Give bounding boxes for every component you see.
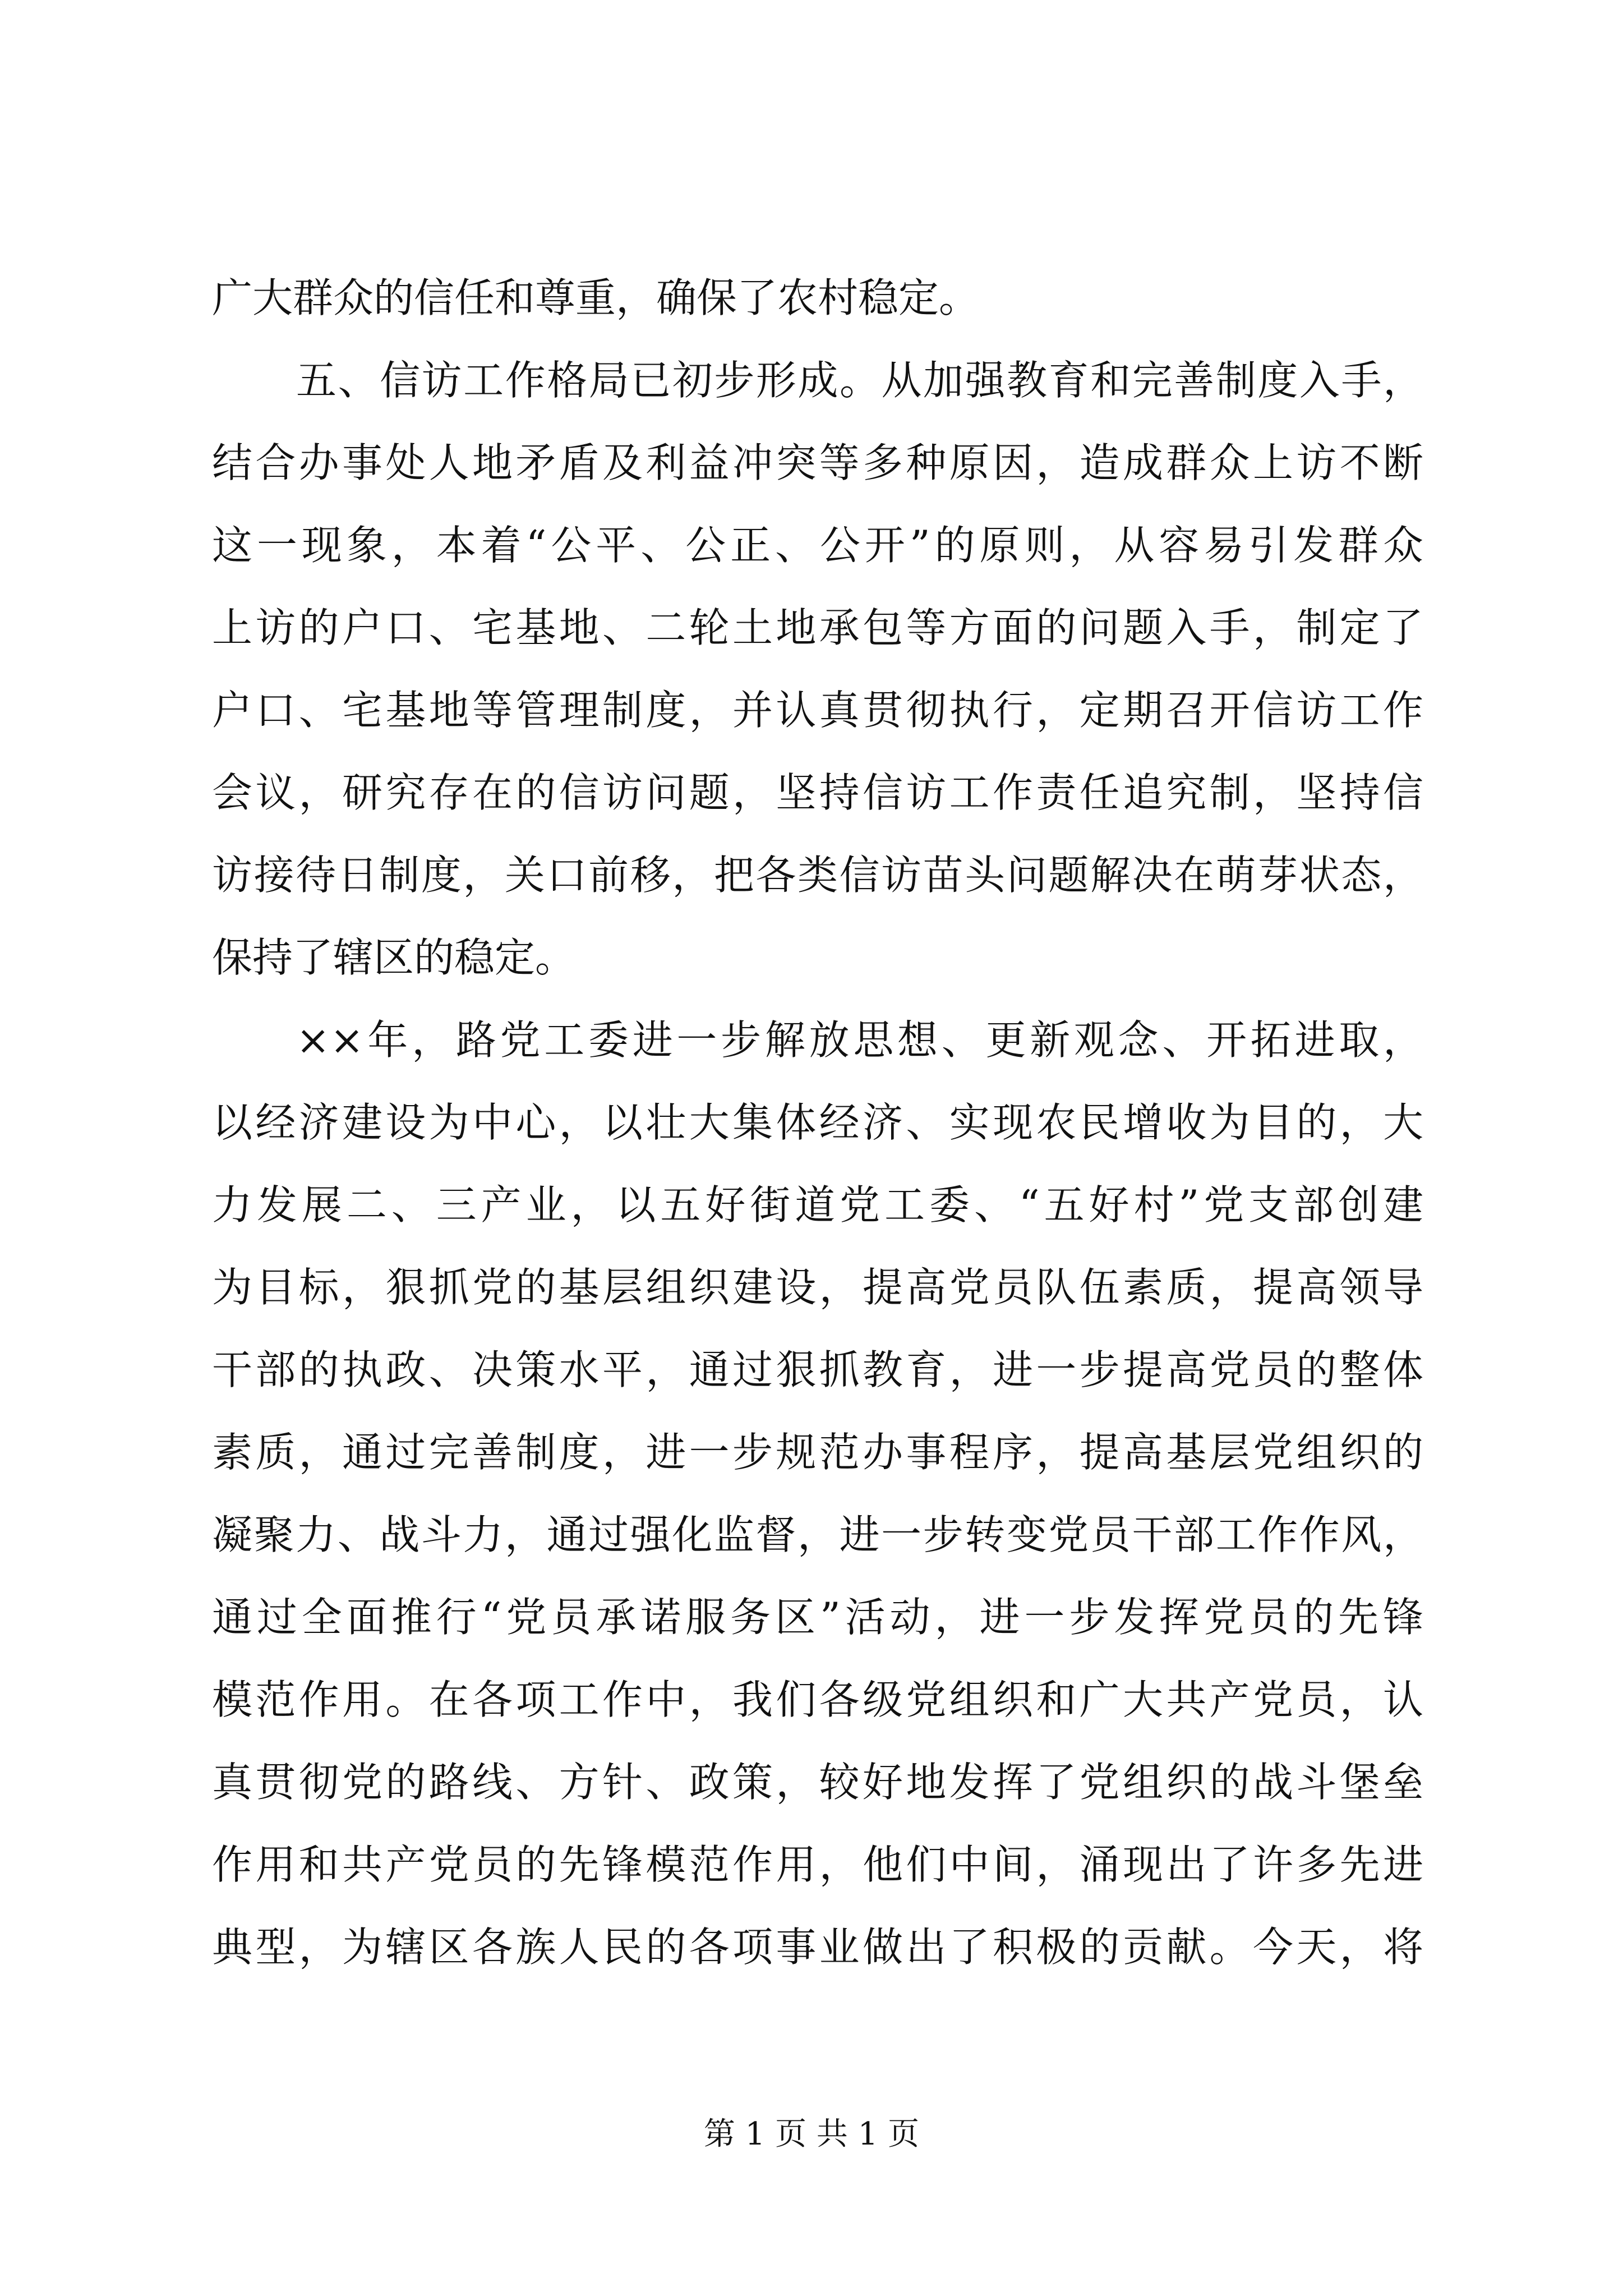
text-line: 户口、宅基地等管理制度，并认真贯彻执行，定期召开信访工作 [212,687,1423,734]
text-line: 保持了辖区的稳定。 [212,934,576,981]
text-line: 模范作用。在各项工作中，我们各级党组织和广大共产党员，认 [212,1676,1423,1723]
text-line: 访接待日制度，关口前移，把各类信访苗头问题解决在萌芽状态， [212,852,1423,899]
text-line: 真贯彻党的路线、方针、政策，较好地发挥了党组织的战斗堡垒 [212,1759,1423,1806]
text-line: 上访的户口、宅基地、二轮土地承包等方面的问题入手，制定了 [212,604,1423,651]
text-line: 素质，通过完善制度，进一步规范办事程序，提高基层党组织的 [212,1429,1423,1476]
text-line: 以经济建设为中心，以壮大集体经济、实现农民增收为目的，大 [212,1099,1423,1146]
text-line: 结合办事处人地矛盾及利益冲突等多种原因，造成群众上访不断 [212,439,1423,486]
page-number-footer: 第 1 页 共 1 页 [703,2116,920,2152]
text-line: ××年，路党工委进一步解放思想、更新观念、开拓进取， [296,1016,1423,1064]
text-line: 典型，为辖区各族人民的各项事业做出了积极的贡献。今天，将 [212,1924,1423,1971]
text-line: 凝聚力、战斗力，通过强化监督，进一步转变党员干部工作作风， [212,1511,1423,1558]
text-line: 作用和共产党员的先锋模范作用，他们中间，涌现出了许多先进 [212,1841,1423,1888]
text-line: 干部的执政、决策水平，通过狠抓教育，进一步提高党员的整体 [212,1346,1423,1393]
text-line: 力发展二、三产业，以五好街道党工委、“五好村”党支部创建 [212,1181,1423,1228]
text-line: 会议，研究存在的信访问题，坚持信访工作责任追究制，坚持信 [212,769,1423,816]
text-line: 为目标，狠抓党的基层组织建设，提高党员队伍素质，提高领导 [212,1264,1423,1311]
text-line: 五、信访工作格局已初步形成。从加强教育和完善制度入手， [296,357,1423,404]
text-line: 通过全面推行“党员承诺服务区”活动，进一步发挥党员的先锋 [212,1594,1423,1641]
text-line: 广大群众的信任和尊重，确保了农村稳定。 [212,274,980,321]
text-line: 这一现象，本着“公平、公正、公开”的原则，从容易引发群众 [212,522,1423,569]
document-body [212,257,1423,1989]
